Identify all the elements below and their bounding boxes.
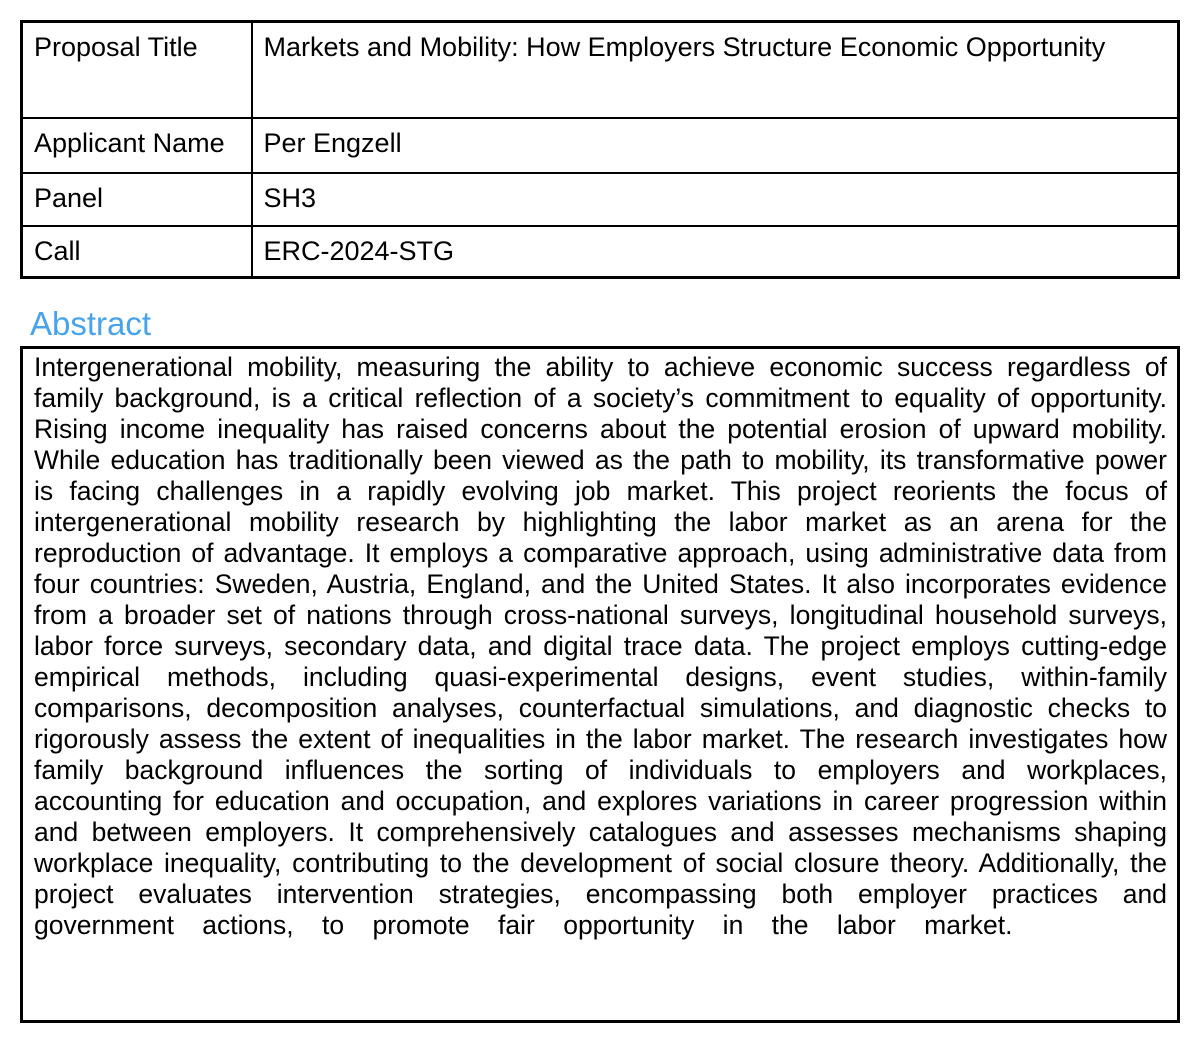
abstract-line: family background influences the sorting of individuals to employers and workplaces,	[34, 755, 1167, 785]
abstract-line: empirical methods, including quasi-experimental designs, event studies, within-family	[34, 662, 1167, 692]
abstract-box	[20, 346, 1180, 1023]
meta-value-proposal-title: Markets and Mobility: How Employers Structure Economic Opportunity	[252, 22, 1179, 118]
proposal-meta-table	[20, 20, 1180, 279]
abstract-line: from a broader set of nations through cross-national surveys, longitudinal household surveys,	[34, 600, 1167, 630]
meta-label-proposal-title: Proposal Title	[22, 22, 252, 118]
abstract-line: four countries: Sweden, Austria, England, and the United States. It also incorporates evidence	[34, 569, 1167, 599]
abstract-heading: Abstract	[30, 305, 152, 342]
abstract-line: Intergenerational mobility, measuring the ability to achieve economic success regardless of	[34, 352, 1167, 382]
abstract-line: is facing challenges in a rapidly evolving job market. This project reorients the focus of	[34, 476, 1167, 506]
meta-label-applicant-name: Applicant Name	[22, 118, 252, 173]
abstract-line: While education has traditionally been viewed as the path to mobility, its transformative power	[34, 445, 1167, 475]
meta-value-call: ERC-2024-STG	[252, 226, 1179, 278]
table-row-call	[22, 226, 1179, 278]
abstract-line: project evaluates intervention strategies, encompassing both employer practices and	[34, 879, 1167, 909]
abstract-line: family background, is a critical reflection of a society’s commitment to equality of opportunity.	[34, 383, 1167, 413]
table-row-applicant-name	[22, 118, 1179, 173]
abstract-line: and between employers. It comprehensively catalogues and assesses mechanisms shaping	[34, 817, 1167, 847]
meta-label-panel: Panel	[22, 173, 252, 226]
table-row-proposal-title	[22, 22, 1179, 118]
meta-value-panel: SH3	[252, 173, 1179, 226]
abstract-line: government actions, to promote fair opportunity in the labor market.	[34, 910, 1013, 940]
abstract-line: Rising income inequality has raised concerns about the potential erosion of upward mobility.	[34, 414, 1167, 444]
abstract-line: comparisons, decomposition analyses, counterfactual simulations, and diagnostic checks to	[34, 693, 1167, 723]
abstract-line: accounting for education and occupation, and explores variations in career progression within	[34, 786, 1167, 816]
table-row-panel	[22, 173, 1179, 226]
abstract-line: labor force surveys, secondary data, and digital trace data. The project employs cutting-edge	[34, 631, 1167, 661]
abstract-line: workplace inequality, contributing to the development of social closure theory. Additionally, the	[34, 848, 1167, 878]
abstract-line: rigorously assess the extent of inequalities in the labor market. The research investigates how	[34, 724, 1167, 754]
abstract-line: intergenerational mobility research by highlighting the labor market as an arena for the	[34, 507, 1167, 537]
meta-value-applicant-name: Per Engzell	[252, 118, 1179, 173]
abstract-text	[34, 352, 1167, 941]
abstract-line: reproduction of advantage. It employs a comparative approach, using administrative data from	[34, 538, 1167, 568]
meta-label-call: Call	[22, 226, 252, 278]
